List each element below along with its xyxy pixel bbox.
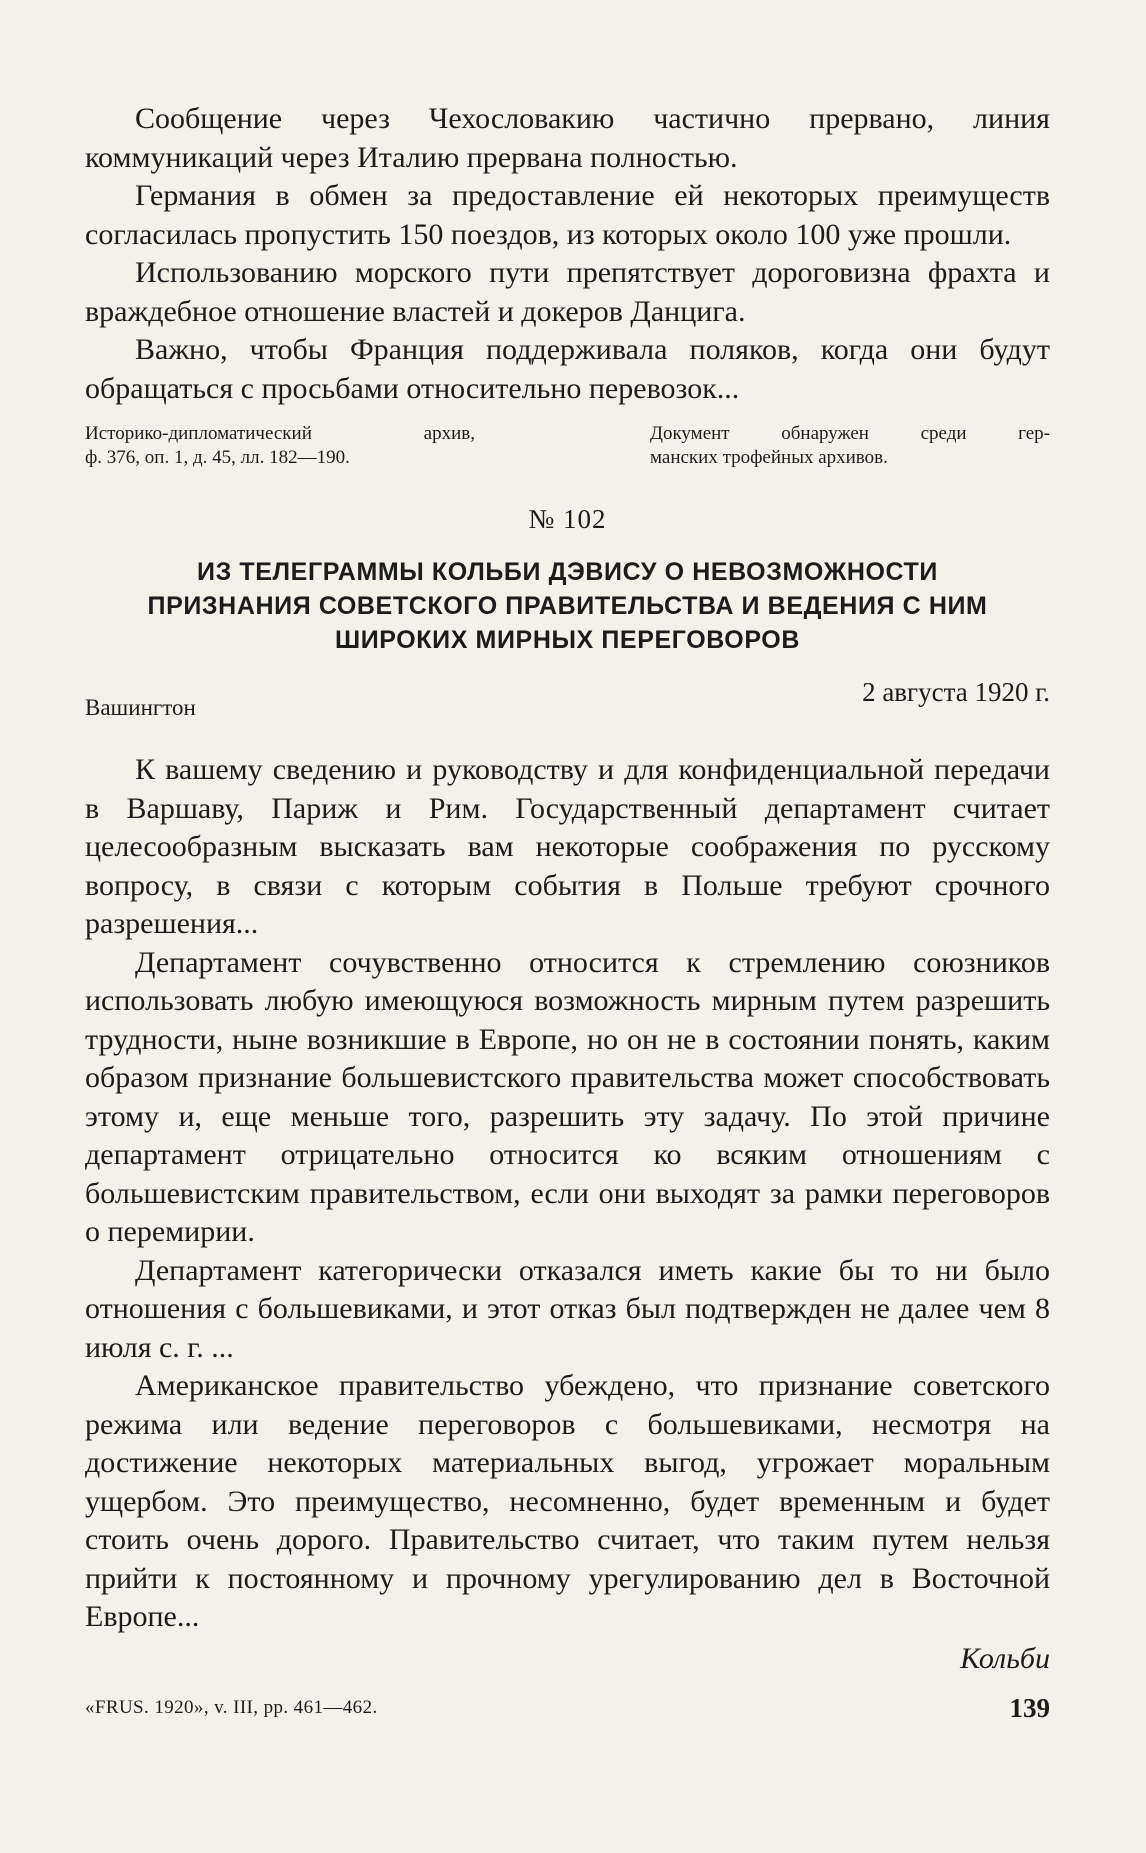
found-note-line: Документ обнаружен среди гер- bbox=[650, 423, 1050, 444]
archive-note-line: ф. 376, оп. 1, д. 45, лл. 182—190. bbox=[85, 447, 350, 468]
paragraph: Использованию морского пути препятствует дороговизна фрахта и враждебное отношение властей и докеров Данцига. bbox=[85, 256, 1050, 328]
paragraph: Департамент категорически отказался иметь какие бы то ни было отношения с большевиками, и этот отказ был подтвержден не далее чем 8 июля с. г. ... bbox=[85, 1253, 1050, 1364]
date: 2 августа 1920 г. bbox=[862, 677, 1050, 707]
paragraph: Департамент сочувственно относится к стремлению союзников использовать любую имеющуюся возможность мирным путем разрешить трудности, ныне возникшие в Европе, но он не в состоянии понять, каким образом признание большевистского правительства может способствовать этому и, еще меньше того, разрешить эту задачу. По этой причине департамент отрицательно относится ко всяким отношениям с большевистским правительством, если они выходят за рамки переговоров о перемирии. bbox=[85, 945, 1050, 1248]
page-number: 139 bbox=[1009, 1693, 1050, 1723]
place: Вашингтон bbox=[85, 695, 196, 720]
document-page bbox=[85, 100, 1050, 1719]
archive-note bbox=[85, 422, 475, 470]
paragraph: Важно, чтобы Франция поддерживала поляков, когда они будут обращаться с просьбами относительно перевозок... bbox=[85, 333, 1050, 405]
paragraph: К вашему сведению и руководству и для конфиденциальной передачи в Варшаву, Париж и Рим. Государственный департамент считает целесообразным высказать вам некоторые соображения по русскому вопросу, в связи с которым события в Польше требуют срочного разрешения... bbox=[85, 753, 1050, 940]
document-title bbox=[85, 555, 1050, 657]
telegram-body bbox=[85, 751, 1050, 1637]
document-title-line: ПРИЗНАНИЯ СОВЕТСКОГО ПРАВИТЕЛЬСТВА И ВЕДЕНИЯ С НИМ bbox=[147, 592, 988, 620]
found-note bbox=[650, 422, 1050, 470]
document-title-line: ИЗ ТЕЛЕГРАММЫ КОЛЬБИ ДЭВИСУ О НЕВОЗМОЖНОСТИ bbox=[197, 558, 938, 586]
document-number: № 102 bbox=[528, 504, 607, 534]
document-title-line: ШИРОКИХ МИРНЫХ ПЕРЕГОВОРОВ bbox=[335, 626, 800, 654]
found-note-line: манских трофейных архивов. bbox=[650, 447, 888, 468]
paragraph: Американское правительство убеждено, что признание советского режима или ведение переговоров с большевиками, несмотря на достижение некоторых материальных выгод, угрожает моральным ущербом. Это преимущество, несомненно, будет временным и будет стоить очень дорого. Правительство считает, что таким путем нельзя прийти к постоянному и прочному урегулированию дел в Восточной Европе... bbox=[85, 1369, 1050, 1633]
signature: Кольби bbox=[960, 1641, 1050, 1675]
paragraph: Сообщение через Чехословакию частично прервано, линия коммуникаций через Италию прервана полностью. bbox=[85, 102, 1050, 174]
paragraph: Германия в обмен за предоставление ей некоторых преимуществ согласилась пропустить 150 поездов, из которых около 100 уже прошли. bbox=[85, 179, 1050, 251]
previous-document-ending bbox=[85, 100, 1050, 408]
archive-note-line: Историко-дипломатический архив, bbox=[85, 423, 475, 444]
place-and-date bbox=[85, 677, 1050, 721]
footnotes bbox=[85, 422, 1050, 470]
source-citation: «FRUS. 1920», v. III, pp. 461—462. bbox=[85, 1696, 378, 1718]
